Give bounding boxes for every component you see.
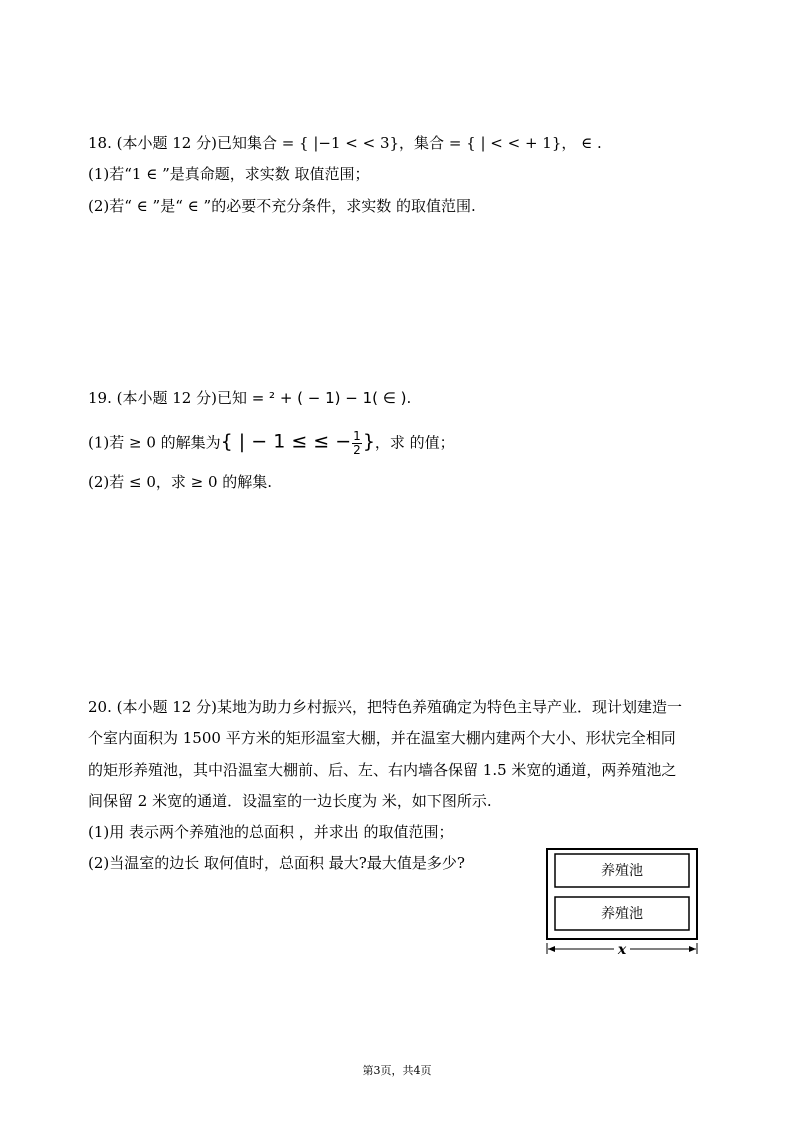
q19-part1-tail: ，求 的值； <box>374 433 455 452</box>
q19-head-formula: = ² + ( − 1) − 1( ∈ ). <box>246 389 412 407</box>
q18-part2: (2)若“ ∈ ”是“ ∈ ”的必要不充分条件，求实数 的取值范围. <box>88 197 476 215</box>
q19-head-text: 19. (本小题 12 分)已知 <box>88 389 247 407</box>
q19-part1-lead: (1)若 ≥ 0 的解集为 <box>88 433 221 452</box>
q19-fraction-numerator: 1 <box>353 429 361 443</box>
greenhouse-diagram <box>544 846 702 956</box>
q18-part1: (1)若“1 ∈ ”是真命题，求实数 取值范围； <box>88 165 370 183</box>
dimension-arrow-left-icon <box>548 946 555 952</box>
q19-part2: (2)若 ≤ 0，求 ≥ 0 的解集. <box>88 473 273 491</box>
q20-part1: (1)用 表示两个养殖池的总面积 ，并求出 的取值范围； <box>88 823 454 841</box>
q20-line2: 个室内面积为 1500 平方米的矩形温室大棚，并在温室大棚内建两个大小、形状完全相同 <box>88 729 676 747</box>
dimension-arrow-right-icon <box>689 946 696 952</box>
q19-fraction-denominator: 2 <box>353 443 361 457</box>
q19-part1 <box>88 430 455 457</box>
q19-solution-set: { | − 1 ≤ ≤ − <box>220 430 352 453</box>
q19-set-close: } <box>362 430 375 453</box>
q20-line4: 间保留 2 米宽的通道．设温室的一边长度为 米，如下图所示. <box>88 792 492 810</box>
q19-fraction <box>352 430 362 457</box>
page-footer: 第3页，共4页 <box>362 1064 432 1077</box>
q20-line3: 的矩形养殖池，其中沿温室大棚前、后、左、右内墙各保留 1.5 米宽的通道，两养殖池之 <box>88 761 677 779</box>
q18-statement: 18. (本小题 12 分)已知集合 = { |−1 < < 3}，集合 = { | < < + 1}， ∈ . <box>88 134 602 152</box>
q20-part2: (2)当温室的边长 取何值时，总面积 最大?最大值是多少? <box>88 854 465 872</box>
q19-statement <box>88 388 411 408</box>
dimension-label: x <box>617 942 627 956</box>
pool-bottom-label: 养殖池 <box>601 906 643 922</box>
pool-top-label: 养殖池 <box>601 863 643 879</box>
q20-line1: 20. (本小题 12 分)某地为助力乡村振兴，把特色养殖确定为特色主导产业．现计划建造一 <box>88 698 682 716</box>
